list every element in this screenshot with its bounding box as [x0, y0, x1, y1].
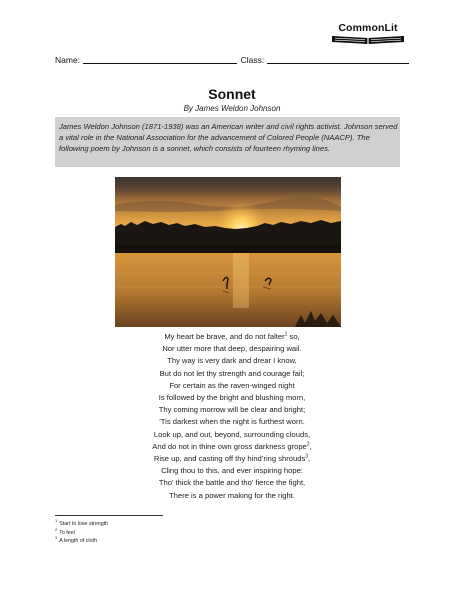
poem-line-text: ’Tis darkest when the night is furthest worn. [159, 417, 305, 427]
commonlit-logo [330, 22, 406, 45]
poem-line-text: But do not let thy strength and courage fail; [159, 368, 305, 378]
poem-line [0, 380, 464, 392]
name-label: Name: [55, 55, 81, 65]
class-label: Class: [240, 55, 265, 65]
poem-line [0, 429, 464, 441]
poem-line-text: Thy way is very dark and drear I know, [167, 356, 297, 366]
poem-line [0, 490, 464, 502]
footnote-item [55, 520, 108, 529]
poem-line-text: Rise up, and casting off thy hind’ring shrouds [153, 454, 306, 464]
poem-line-text: And do not in thine own gross darkness grope [152, 441, 307, 451]
name-field[interactable] [83, 55, 237, 64]
poem-line [0, 416, 464, 428]
poem-line-text: Cling thou to this, and ever inspiring hope: [161, 466, 303, 476]
brand-wordmark: CommonLit [338, 22, 398, 34]
poem-line [0, 453, 464, 465]
poem-line-text: There is a power making for the right. [169, 490, 295, 500]
poem-line [0, 331, 464, 343]
poem-line-text: My heart be brave, and do not falter [164, 332, 285, 341]
footnote-divider [55, 515, 163, 516]
poem-line-text: Thy coming morrow will be clear and bright; [158, 405, 306, 415]
poem-line-text: Look up, and out, beyond, surrounding clouds, [153, 429, 311, 439]
footnote-marker[interactable]: 1 [284, 331, 288, 338]
poem-line [0, 477, 464, 489]
intro-box: James Weldon Johnson (1871-1938) was an American writer and civil rights activist. Johnson served a vital role in the National Association for the advancement of Colored People (NAACP). The following poem by Johnson is a sonnet, which consists of fourteen rhyming lines. [55, 117, 400, 167]
poem-byline: By James Weldon Johnson [183, 104, 281, 113]
footnote-item [55, 537, 108, 546]
poem-line [0, 404, 464, 416]
sunset-lake-image [115, 177, 341, 327]
poem-title: Sonnet [208, 86, 256, 102]
footnote-number: 1 [55, 518, 58, 524]
poem-body [0, 331, 464, 502]
footnote-number: 3 [55, 535, 58, 541]
poem-line-tail: so, [287, 332, 300, 341]
poem-line [0, 392, 464, 404]
footnote-marker[interactable]: 2 [306, 441, 310, 448]
footnotes [55, 520, 108, 546]
poem-line-tail: , [309, 441, 312, 451]
poem-line [0, 441, 464, 453]
poem-line [0, 355, 464, 367]
footnote-text: To feel [59, 529, 75, 536]
student-info-line [55, 55, 409, 65]
poem-line [0, 343, 464, 355]
poem-line-text: Nor utter more that deep, despairing wail. [162, 344, 302, 354]
sunset-lake-photo [115, 177, 341, 327]
footnote-number: 2 [55, 526, 58, 532]
poem-line-text: For certain as the raven-winged night [169, 380, 295, 390]
open-book-icon [330, 35, 406, 45]
poem-line-tail: , [308, 454, 311, 464]
poem-line-text: Is followed by the bright and blushing morn, [158, 393, 306, 403]
poem-line [0, 368, 464, 380]
footnote-text: A length of cloth [59, 538, 97, 544]
footnote-marker[interactable]: 3 [305, 453, 309, 460]
class-field[interactable] [267, 55, 409, 64]
footnote-text: Start to lose strength [59, 521, 109, 527]
poem-line-text: Tho’ thick the battle and tho’ fierce the fight, [158, 478, 306, 488]
poem-line [0, 465, 464, 477]
